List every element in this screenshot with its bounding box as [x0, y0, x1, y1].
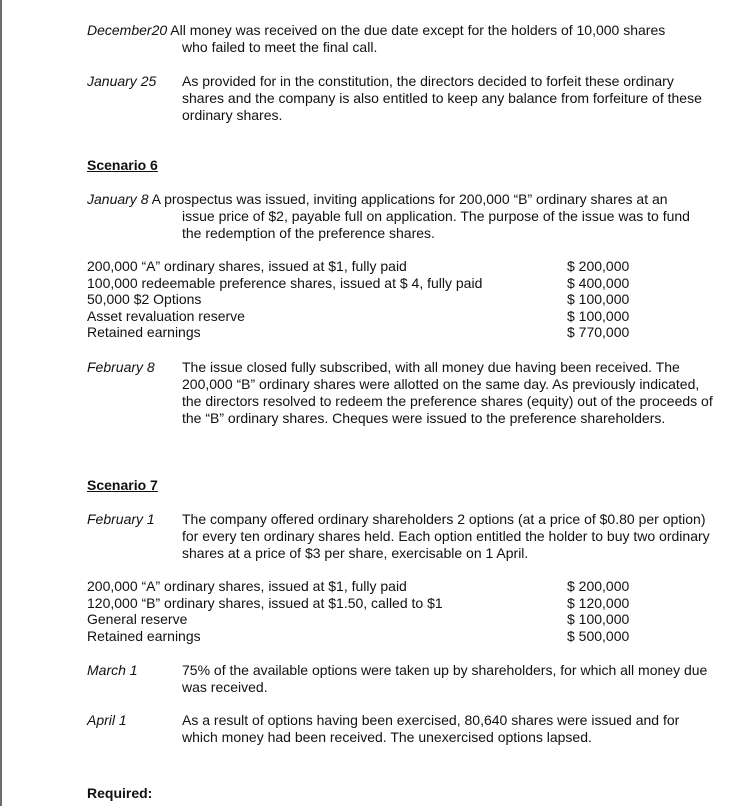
balance-row: [87, 578, 633, 595]
balance-amount: $ 200,000: [567, 258, 630, 274]
balance-amount: $ 100,000: [567, 291, 630, 307]
scenario-6-balances: [87, 258, 633, 341]
entry-text-line2: who failed to meet the final call.: [182, 39, 378, 55]
balance-label: 120,000 “B” ordinary shares, issued at $1.50, called to $1: [87, 594, 443, 611]
balance-row: [87, 275, 633, 292]
entry-text: 75% of the available options were taken up by shareholders, for which all money due was received.: [182, 662, 708, 695]
required-heading: Required:: [87, 785, 153, 801]
balance-row: [87, 291, 633, 308]
entry-date: January 8: [87, 191, 149, 207]
entry-december-20: [87, 22, 713, 56]
balance-amount: $ 400,000: [567, 274, 630, 291]
entry-text-rest: issue price of $2, payable full on application. The purpose of the issue was to fund the redemption of the preference shares.: [182, 208, 690, 241]
balance-amount: $ 500,000: [567, 627, 630, 644]
balance-amount: $ 120,000: [567, 594, 630, 611]
entry-date: January 25: [87, 73, 157, 89]
entry-april-1: [87, 712, 713, 748]
entry-march-1: [87, 662, 713, 698]
balance-amount: $ 770,000: [567, 324, 630, 340]
entry-text: As provided for in the constitution, the directors decided to forfeit these ordinary shares and the company is also entitled to keep any balance from forfeiture of these ordinary shares.: [182, 73, 702, 123]
scenario-7-heading: Scenario 7: [87, 477, 158, 493]
scenario-7-balances: [87, 578, 633, 644]
entry-date: February 8: [87, 359, 155, 375]
balance-row: [87, 308, 633, 325]
balance-label: 200,000 “A” ordinary shares, issued at $1, fully paid: [87, 578, 407, 594]
page-left-border: [0, 0, 2, 806]
entry-text: As a result of options having been exercised, 80,640 shares were issued and for which money had been received. The unexercised options lapsed.: [182, 712, 680, 745]
balance-amount: $ 100,000: [567, 611, 630, 627]
balance-row: [87, 628, 633, 645]
scenario-6-heading: Scenario 6: [87, 157, 158, 173]
entry-january-8: [87, 191, 713, 242]
balance-label: General reserve: [87, 611, 188, 627]
entry-text-line1: All money was received on the due date except for the holders of 10,000 shares: [170, 22, 666, 38]
entry-date: December20: [87, 22, 168, 38]
balance-row: [87, 258, 633, 275]
balance-row: [87, 324, 633, 341]
entry-date: February 1: [87, 511, 155, 527]
entry-text: The company offered ordinary shareholders 2 options (at a price of $0.80 per option) for every ten ordinary shares held. Each option entitled the holder to buy two ordinary shares at a price of $3 per share, exercisable on 1 April.: [182, 511, 710, 561]
balance-label: 50,000 $2 Options: [87, 291, 202, 307]
balance-label: Retained earnings: [87, 324, 201, 340]
balance-row: [87, 595, 633, 612]
balance-label: Asset revaluation reserve: [87, 307, 245, 324]
entry-february-8: [87, 359, 713, 445]
entry-february-1: [87, 511, 713, 563]
balance-amount: $ 100,000: [567, 307, 630, 324]
entry-text: The issue closed fully subscribed, with all money due having been received. The 200,000 “B” ordinary shares were allotted on the same day. As previously indicated, the directors resolved to redeem the preference shares (equity) out of the proceeds of the “B” ordinary shares. Cheques were issued to the preference shareholders.: [182, 359, 713, 426]
balance-amount: $ 200,000: [567, 578, 630, 594]
balance-label: Retained earnings: [87, 627, 201, 644]
balance-row: [87, 611, 633, 628]
entry-date: March 1: [87, 662, 138, 678]
balance-label: 100,000 redeemable preference shares, issued at $ 4, fully paid: [87, 274, 483, 291]
entry-january-25: [87, 73, 713, 125]
balance-label: 200,000 “A” ordinary shares, issued at $1, fully paid: [87, 258, 407, 274]
entry-text-line1: A prospectus was issued, inviting applications for 200,000 “B” ordinary shares at an: [151, 191, 668, 207]
entry-date: April 1: [87, 712, 127, 728]
